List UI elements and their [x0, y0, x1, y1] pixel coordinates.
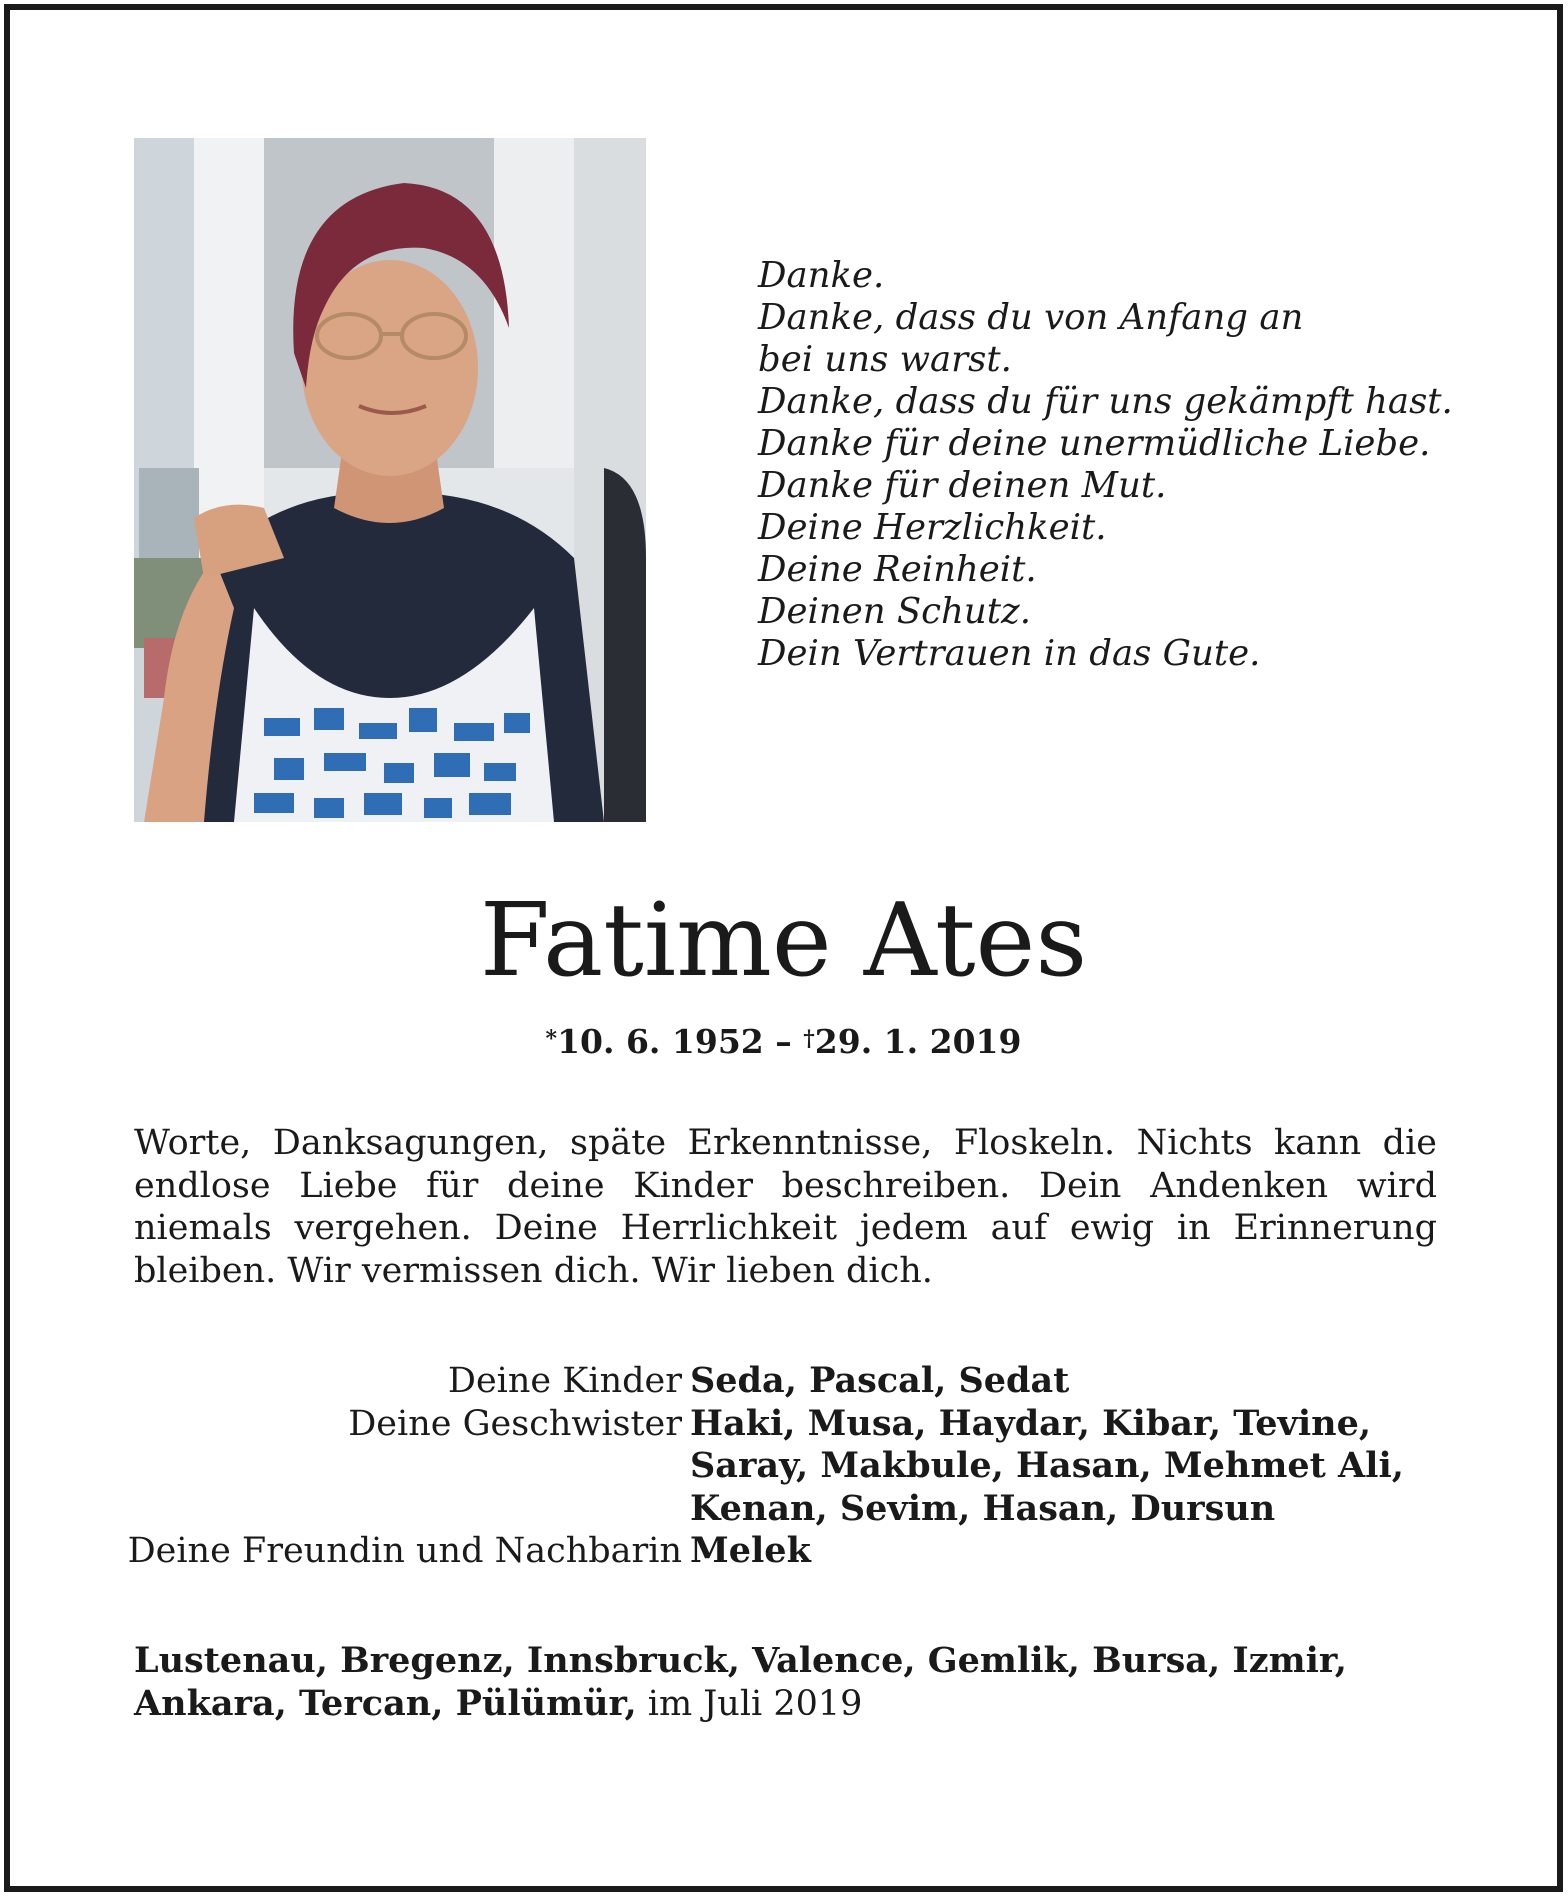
places-and-date	[134, 1640, 1437, 1725]
siblings-names-line2: Saray, Makbule, Hasan, Mehmet Ali,	[690, 1445, 1404, 1486]
children-names: Seda, Pascal, Sedat	[690, 1360, 1070, 1401]
poem-line: Dein Vertrauen in das Gute.	[758, 633, 1261, 674]
poem-line: bei uns warst.	[758, 339, 1012, 380]
obituary-frame	[4, 4, 1563, 1892]
children-label: Deine Kinder	[447, 1361, 682, 1401]
poem-line: Deine Reinheit.	[758, 549, 1037, 590]
places-line1: Lustenau, Bregenz, Innsbruck, Valence, Gemlik, Bursa, Izmir,	[134, 1640, 1347, 1681]
friend-name: Melek	[690, 1530, 811, 1571]
poem-line: Danke, dass du von Anfang an	[758, 297, 1304, 338]
family-row-siblings-cont	[10, 1445, 1557, 1488]
poem-line: Danke.	[758, 255, 885, 296]
birth-date: 10. 6. 1952	[557, 1022, 764, 1061]
siblings-names-line3: Kenan, Sevim, Hasan, Dursun	[690, 1487, 1276, 1529]
death-symbol: †	[803, 1026, 815, 1052]
poem-line: Deinen Schutz.	[758, 591, 1032, 632]
family-list	[10, 1360, 1557, 1573]
poem	[758, 255, 1458, 675]
poem-line: Danke für deinen Mut.	[758, 465, 1167, 506]
portrait-photo	[134, 138, 646, 822]
publication-date: im Juli 2019	[636, 1683, 863, 1724]
poem-line: Deine Herzlichkeit.	[758, 507, 1107, 548]
family-row-friend	[10, 1530, 1557, 1573]
life-dates	[10, 1020, 1557, 1064]
family-row-children	[10, 1360, 1557, 1403]
friend-label: Deine Freundin und Nachbarin	[127, 1531, 682, 1571]
poem-line: Danke für deine unermüdliche Liebe.	[758, 423, 1431, 464]
tribute-text: Worte, Danksagungen, späte Erkenntnisse, Floskeln. Nichts kann die endlose Liebe für deine Kinder beschreiben. Dein Andenken wird niemals vergehen. Deine Herrlichkeit jedem auf ewig in Erinnerung bleiben. Wir vermissen dich. Wir lieben dich.	[134, 1123, 1437, 1291]
siblings-names-line1: Haki, Musa, Haydar, Kibar, Tevine,	[690, 1402, 1372, 1444]
date-separator: –	[775, 1022, 792, 1061]
family-row-siblings	[10, 1403, 1557, 1446]
siblings-label: Deine Geschwister	[348, 1403, 682, 1444]
family-row-siblings-cont	[10, 1488, 1557, 1531]
places-line2-wrap	[134, 1683, 1437, 1726]
poem-line: Danke, dass du für uns gekämpft hast.	[758, 381, 1453, 422]
places-line2: Ankara, Tercan, Pülümür,	[134, 1682, 637, 1724]
deceased-name: Fatime Ates	[479, 881, 1088, 999]
birth-symbol: *	[545, 1026, 558, 1052]
death-date: 29. 1. 2019	[814, 1022, 1022, 1061]
